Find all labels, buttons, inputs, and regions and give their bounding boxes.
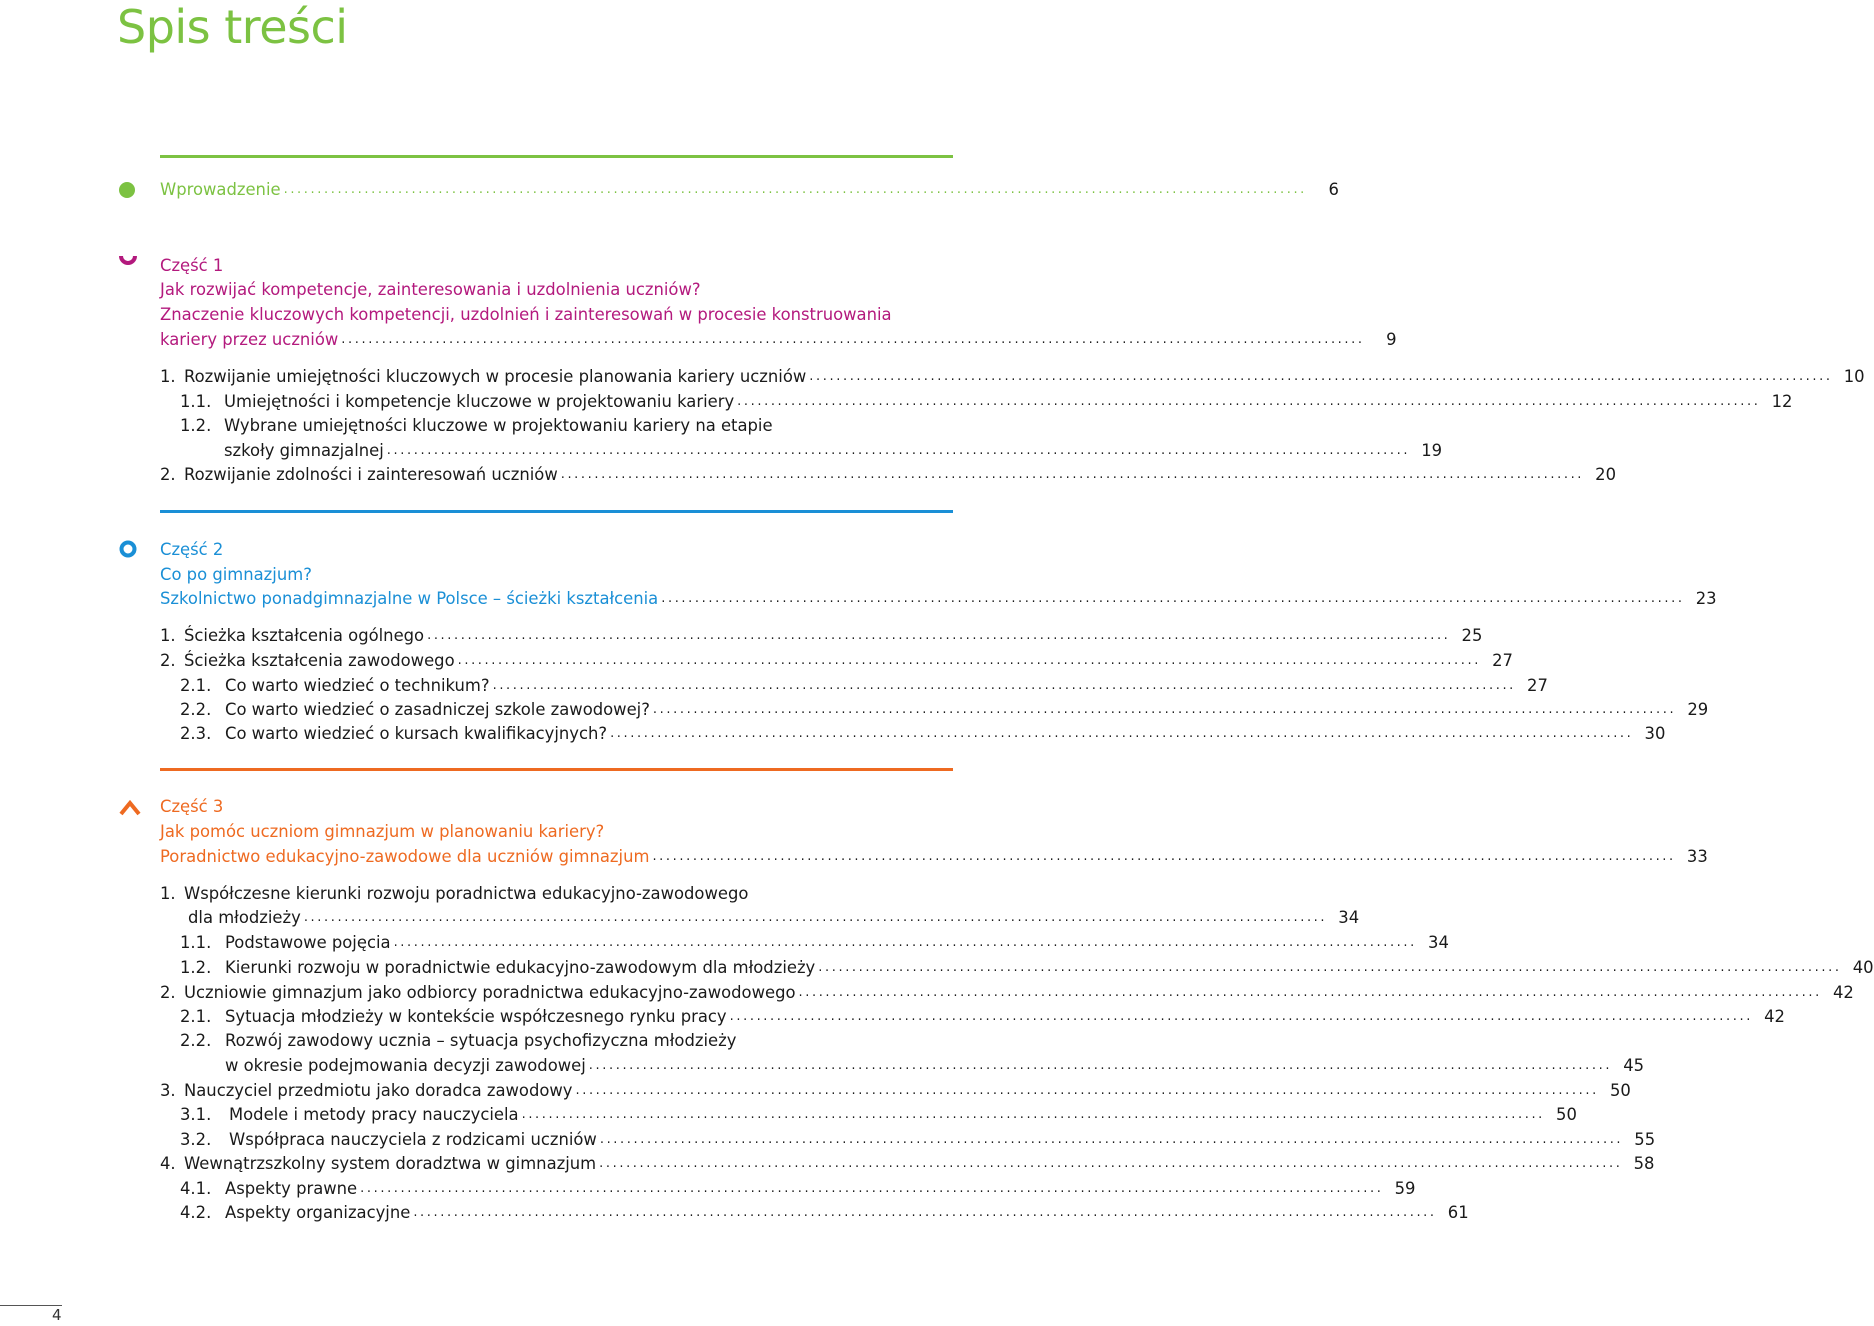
toc-entry[interactable] — [160, 465, 1617, 485]
toc-label: Poradnictwo edukacyjno-zawodowe dla uczniów gimnazjum — [160, 847, 650, 866]
toc-page: 50 — [1556, 1105, 1577, 1124]
toc-number: 1.1. — [180, 392, 212, 411]
leader-dots: ........................................................................................................................................................ — [599, 1156, 1623, 1171]
toc-page: 34 — [1428, 933, 1449, 952]
toc-label: Co warto wiedzieć o technikum? — [225, 676, 490, 695]
toc-number: 4.1. — [180, 1179, 212, 1198]
toc-label: Nauczyciel przedmiotu jako doradca zawodowy — [184, 1081, 573, 1100]
toc-entry[interactable] — [160, 1105, 1577, 1125]
section-rule-part2 — [160, 510, 953, 513]
toc-entry[interactable] — [160, 1081, 1631, 1101]
toc-number: 4.2. — [180, 1203, 212, 1222]
toc-label: Wybrane umiejętności kluczowe w projektowaniu kariery na etapie — [224, 416, 773, 435]
toc-label: Szkolnictwo ponadgimnazjalne w Polsce – ścieżki kształcenia — [160, 589, 659, 608]
toc-entry-part2[interactable] — [160, 589, 1717, 609]
toc-label: Rozwój zawodowy ucznia – sytuacja psychofizyczna młodzieży — [225, 1031, 737, 1050]
toc-number: 1. — [160, 367, 176, 386]
leader-dots: ........................................................................................................................................................ — [809, 369, 1833, 384]
toc-entry[interactable] — [160, 1179, 1416, 1199]
page-number: 4 — [52, 1306, 62, 1324]
toc-entry[interactable] — [160, 1203, 1469, 1223]
leader-dots: ........................................................................................................................................................ — [798, 985, 1822, 1000]
toc-entry-line1 — [160, 1031, 953, 1051]
toc-label: Współczesne kierunki rozwoju poradnictwa edukacyjno-zawodowego — [184, 884, 749, 903]
toc-entry[interactable] — [160, 700, 1709, 720]
toc-entry[interactable] — [160, 441, 1443, 461]
page-title: Spis treści — [117, 0, 348, 54]
leader-dots: ........................................................................................................................................................ — [560, 467, 1585, 482]
toc-page: 29 — [1687, 700, 1709, 719]
toc-entry[interactable] — [160, 933, 1449, 953]
toc-number: 2. — [160, 983, 176, 1002]
part1-heading: Część 1 — [160, 256, 224, 275]
toc-page: 19 — [1421, 441, 1443, 460]
toc-page: 42 — [1832, 983, 1854, 1002]
toc-label: Wprowadzenie — [160, 180, 281, 199]
leader-dots: ........................................................................................................................................................ — [341, 332, 1365, 347]
toc-label: Podstawowe pojęcia — [225, 933, 391, 952]
leader-dots: ........................................................................................................................................................ — [457, 653, 1481, 668]
toc-label: Co warto wiedzieć o kursach kwalifikacyjnych? — [225, 724, 608, 743]
toc-page: 34 — [1338, 908, 1360, 927]
leader-dots: ........................................................................................................................................................ — [588, 1058, 1613, 1073]
toc-label: dla młodzieży — [188, 908, 301, 927]
part2-subtitle: Co po gimnazjum? — [160, 565, 312, 584]
toc-number: 3.1. — [180, 1105, 212, 1124]
leader-dots: ........................................................................................................................................................ — [521, 1107, 1545, 1122]
toc-number: 3.2. — [180, 1130, 212, 1149]
toc-number: 1. — [160, 626, 176, 645]
toc-entry[interactable] — [160, 626, 1483, 646]
toc-page: 20 — [1595, 465, 1617, 484]
ring-marker-icon — [119, 540, 137, 558]
toc-number: 1.1. — [180, 933, 212, 952]
part1-subtitle: Jak rozwijać kompetencje, zainteresowania i uzdolnienia uczniów? — [160, 280, 701, 299]
leader-dots: ........................................................................................................................................................ — [360, 1181, 1384, 1196]
toc-page: 45 — [1623, 1056, 1645, 1075]
toc-number: 2.3. — [180, 724, 212, 743]
leader-dots: ........................................................................................................................................................ — [393, 935, 1417, 950]
toc-entry[interactable] — [160, 392, 1793, 412]
toc-page: 25 — [1461, 626, 1483, 645]
toc-entry[interactable] — [160, 651, 1513, 671]
toc-page: 9 — [1386, 330, 1397, 349]
circle-marker-icon — [119, 182, 135, 198]
toc-entry[interactable] — [160, 367, 1865, 387]
toc-page: 58 — [1633, 1154, 1655, 1173]
leader-dots: ........................................................................................................................................................ — [599, 1132, 1624, 1147]
leader-dots: ........................................................................................................................................................ — [652, 849, 1676, 864]
toc-entry[interactable] — [160, 1007, 1785, 1027]
leader-dots: ........................................................................................................................................................ — [610, 726, 1634, 741]
toc-page: 27 — [1492, 651, 1513, 670]
leader-dots: ........................................................................................................................................................ — [661, 591, 1685, 606]
leader-dots: ........................................................................................................................................................ — [652, 702, 1677, 717]
toc-page: 40 — [1852, 958, 1874, 977]
toc-entry[interactable] — [160, 958, 1874, 978]
toc-label: Modele i metody pracy nauczyciela — [229, 1105, 519, 1124]
toc-entry-part1[interactable] — [160, 330, 1397, 350]
toc-entry[interactable] — [160, 908, 1360, 928]
toc-label: Umiejętności i kompetencje kluczowe w projektowaniu kariery — [224, 392, 735, 411]
toc-label: w okresie podejmowania decyzji zawodowej — [225, 1056, 586, 1075]
toc-entry[interactable] — [160, 1154, 1655, 1174]
toc-label: Współpraca nauczyciela z rodzicami uczniów — [229, 1130, 597, 1149]
toc-entry[interactable] — [160, 983, 1854, 1003]
toc-page: 59 — [1394, 1179, 1416, 1198]
leader-dots: ........................................................................................................................................................ — [303, 910, 1328, 925]
toc-number: 2.2. — [180, 1031, 212, 1050]
toc-number: 2.1. — [180, 676, 212, 695]
toc-number: 1. — [160, 884, 176, 903]
toc-label: Rozwijanie zdolności i zainteresowań uczniów — [184, 465, 558, 484]
toc-label: Uczniowie gimnazjum jako odbiorcy poradnictwa edukacyjno-zawodowego — [184, 983, 796, 1002]
section-rule-part3 — [160, 768, 953, 771]
toc-page: 61 — [1447, 1203, 1469, 1222]
part3-subtitle: Jak pomóc uczniom gimnazjum w planowaniu kariery? — [160, 822, 605, 841]
toc-number: 4. — [160, 1154, 176, 1173]
toc-page: 50 — [1609, 1081, 1631, 1100]
toc-number: 2. — [160, 465, 176, 484]
toc-label: Aspekty organizacyjne — [225, 1203, 411, 1222]
toc-entry[interactable] — [160, 1056, 1645, 1076]
leader-dots: ........................................................................................................................................................ — [283, 182, 1307, 197]
toc-page: 12 — [1771, 392, 1793, 411]
toc-label: Rozwijanie umiejętności kluczowych w procesie planowania kariery uczniów — [184, 367, 807, 386]
toc-page: 30 — [1644, 724, 1666, 743]
toc-entry-part3[interactable] — [160, 847, 1708, 867]
toc-number: 2.1. — [180, 1007, 212, 1026]
toc-label: Kierunki rozwoju w poradnictwie edukacyjno-zawodowym dla młodzieży — [225, 958, 816, 977]
toc-number: 3. — [160, 1081, 176, 1100]
toc-entry-line1 — [160, 416, 953, 436]
toc-label: szkoły gimnazjalnej — [224, 441, 384, 460]
toc-number: 1.2. — [180, 416, 212, 435]
toc-number: 2. — [160, 651, 176, 670]
toc-entry-intro[interactable] — [160, 180, 1339, 200]
toc-label: kariery przez uczniów — [160, 330, 339, 349]
toc-page: 27 — [1527, 676, 1548, 695]
toc-label: Ścieżka kształcenia zawodowego — [184, 651, 455, 670]
toc-page: 23 — [1695, 589, 1717, 608]
part1-desc-line1: Znaczenie kluczowych kompetencji, uzdolnień i zainteresowań w procesie konstruowania — [160, 305, 892, 324]
toc-label: Aspekty prawne — [225, 1179, 358, 1198]
toc-entry[interactable] — [160, 676, 1548, 696]
leader-dots: ........................................................................................................................................................ — [386, 443, 1411, 458]
part3-heading: Część 3 — [160, 797, 224, 816]
toc-label: Sytuacja młodzieży w kontekście współczesnego rynku pracy — [225, 1007, 727, 1026]
toc-label: Wewnątrzszkolny system doradztwa w gimnazjum — [184, 1154, 597, 1173]
leader-dots: ........................................................................................................................................................ — [737, 394, 1761, 409]
leader-dots: ........................................................................................................................................................ — [492, 678, 1516, 693]
toc-entry[interactable] — [160, 724, 1666, 744]
toc-label: Co warto wiedzieć o zasadniczej szkole zawodowej? — [225, 700, 650, 719]
toc-label: Ścieżka kształcenia ogólnego — [184, 626, 425, 645]
toc-number: 2.2. — [180, 700, 212, 719]
toc-page: 33 — [1686, 847, 1708, 866]
section-rule-intro — [160, 155, 953, 158]
toc-entry[interactable] — [160, 1130, 1656, 1150]
toc-page: 42 — [1764, 1007, 1785, 1026]
toc-entry-line1 — [160, 884, 953, 904]
leader-dots: ........................................................................................................................................................ — [427, 628, 1451, 643]
part2-heading: Część 2 — [160, 540, 224, 559]
toc-number: 1.2. — [180, 958, 212, 977]
caret-marker-icon — [119, 800, 141, 816]
leader-dots: ........................................................................................................................................................ — [729, 1009, 1753, 1024]
leader-dots: ........................................................................................................................................................ — [818, 960, 1842, 975]
toc-page: 55 — [1634, 1130, 1656, 1149]
toc-page: 6 — [1328, 180, 1339, 199]
leader-dots: ........................................................................................................................................................ — [575, 1083, 1599, 1098]
leader-dots: ........................................................................................................................................................ — [413, 1205, 1437, 1220]
toc-page: 10 — [1843, 367, 1865, 386]
half-ring-marker-icon — [119, 254, 137, 268]
